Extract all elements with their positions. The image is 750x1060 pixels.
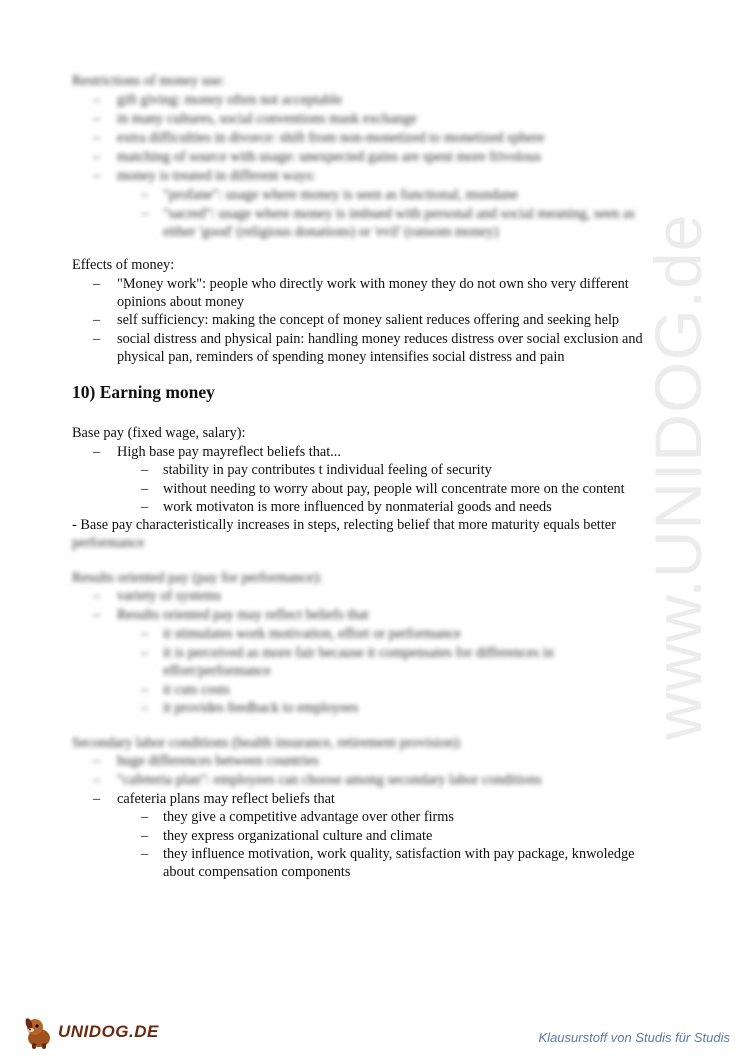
list-item: extra difficulties in divorce: shift from non-monetized to monetized sphere: [117, 130, 545, 146]
bullet-dash: –: [93, 312, 101, 328]
bullet-dash: –: [93, 92, 101, 108]
bullet-dash: –: [93, 149, 101, 165]
bullet-dash: –: [141, 828, 149, 844]
list-item: High base pay mayreflect beliefs that...: [117, 444, 341, 460]
bullet-dash: –: [93, 588, 101, 604]
list-item: opinions about money: [117, 294, 245, 310]
bullet-dash: –: [141, 499, 149, 515]
bullet-dash: –: [93, 607, 101, 623]
list-item: money is treated in different ways:: [117, 168, 316, 184]
list-subitem: effort/performance: [163, 663, 271, 679]
list-item: physical pan, reminders of spending money intensifies social distress and pain: [117, 349, 565, 365]
list-subitem: either 'good' (religious donations) or 'evil' (ransom money): [163, 224, 499, 240]
list-subitem: it provides feedback to employees: [163, 700, 359, 716]
list-item: huge differences between countries: [117, 753, 319, 769]
bullet-dash: –: [141, 481, 149, 497]
list-subitem: "profane": usage where money is seen as functional, mundane: [163, 187, 519, 203]
dog-icon: [22, 1014, 56, 1050]
list-subitem: work motivaton is more influenced by nonmaterial goods and needs: [163, 499, 552, 515]
list-subitem: they express organizational culture and climate: [163, 828, 433, 844]
bullet-dash: –: [141, 700, 149, 716]
section-heading: 10) Earning money: [72, 382, 215, 402]
list-subitem: they give a competitive advantage over other firms: [163, 809, 454, 825]
list-subitem: about compensation components: [163, 864, 351, 880]
list-subitem: they influence motivation, work quality, satisfaction with pay package, knwoledge: [163, 846, 635, 862]
list-item: in many cultures, social conventions mask exchange: [117, 111, 417, 127]
bullet-dash: –: [141, 206, 149, 222]
blurred-title: Results oriented pay (pay for performance):: [72, 570, 323, 586]
effects-title: Effects of money:: [72, 257, 175, 273]
bullet-dash: –: [93, 111, 101, 127]
base-pay-title: Base pay (fixed wage, salary):: [72, 425, 246, 441]
list-subitem: it stimulates work motivation, effort or performance: [163, 626, 461, 642]
list-subitem: it is perceived as more fair because it compensates for differences in: [163, 645, 554, 661]
list-subitem: without needing to worry about pay, people will concentrate more on the content: [163, 481, 625, 497]
logo-text: UNIDOG.DE: [58, 1022, 159, 1041]
bullet-dash: –: [141, 626, 149, 642]
footer-tagline: Klausurstoff von Studis für Studis: [538, 1030, 730, 1045]
bullet-dash: –: [141, 187, 149, 203]
unidog-logo[interactable]: [22, 1014, 159, 1050]
bullet-dash: –: [93, 331, 101, 347]
list-subitem: "sacred": usage where money is imbued with personal and social meaning, seen as: [163, 206, 635, 222]
blurred-title: Restrictions of money use:: [72, 73, 225, 89]
list-item: "cafeteria plan": employees can choose among secondary labor conditions: [117, 772, 542, 788]
bullet-dash: –: [93, 772, 101, 788]
bullet-dash: –: [93, 791, 101, 807]
bullet-dash: –: [141, 809, 149, 825]
list-item: Results oriented pay may reflect beliefs that: [117, 607, 369, 623]
paragraph-line: - Base pay characteristically increases in steps, relecting belief that more maturity equals better: [72, 517, 616, 533]
list-item: matching of source with usage: unexpected gains are spent more frivolous: [117, 149, 542, 165]
list-item: variety of systems: [117, 588, 222, 604]
bullet-dash: –: [93, 130, 101, 146]
blurred-title: Secondary labor conditions (health insurance, retirement provision):: [72, 735, 463, 751]
list-item: cafeteria plans may reflect beliefs that: [117, 791, 335, 807]
bullet-dash: –: [93, 276, 101, 292]
list-subitem: stability in pay contributes t individual feeling of security: [163, 462, 492, 478]
watermark: www.UNIDOG.de: [641, 213, 715, 740]
paragraph-line: performance: [72, 535, 145, 551]
bullet-dash: –: [93, 753, 101, 769]
bullet-dash: –: [141, 645, 149, 661]
list-item: social distress and physical pain: handling money reduces distress over social exclusion and: [117, 331, 643, 347]
list-item: gift giving: money often not acceptable: [117, 92, 343, 108]
bullet-dash: –: [93, 168, 101, 184]
list-item: self sufficiency: making the concept of money salient reduces offering and seeking help: [117, 312, 620, 328]
bullet-dash: –: [141, 846, 149, 862]
bullet-dash: –: [93, 444, 101, 460]
list-subitem: it cuts costs: [163, 682, 230, 698]
list-item: "Money work": people who directly work with money they do not own sho very different: [117, 276, 629, 292]
bullet-dash: –: [141, 462, 149, 478]
bullet-dash: –: [141, 682, 149, 698]
